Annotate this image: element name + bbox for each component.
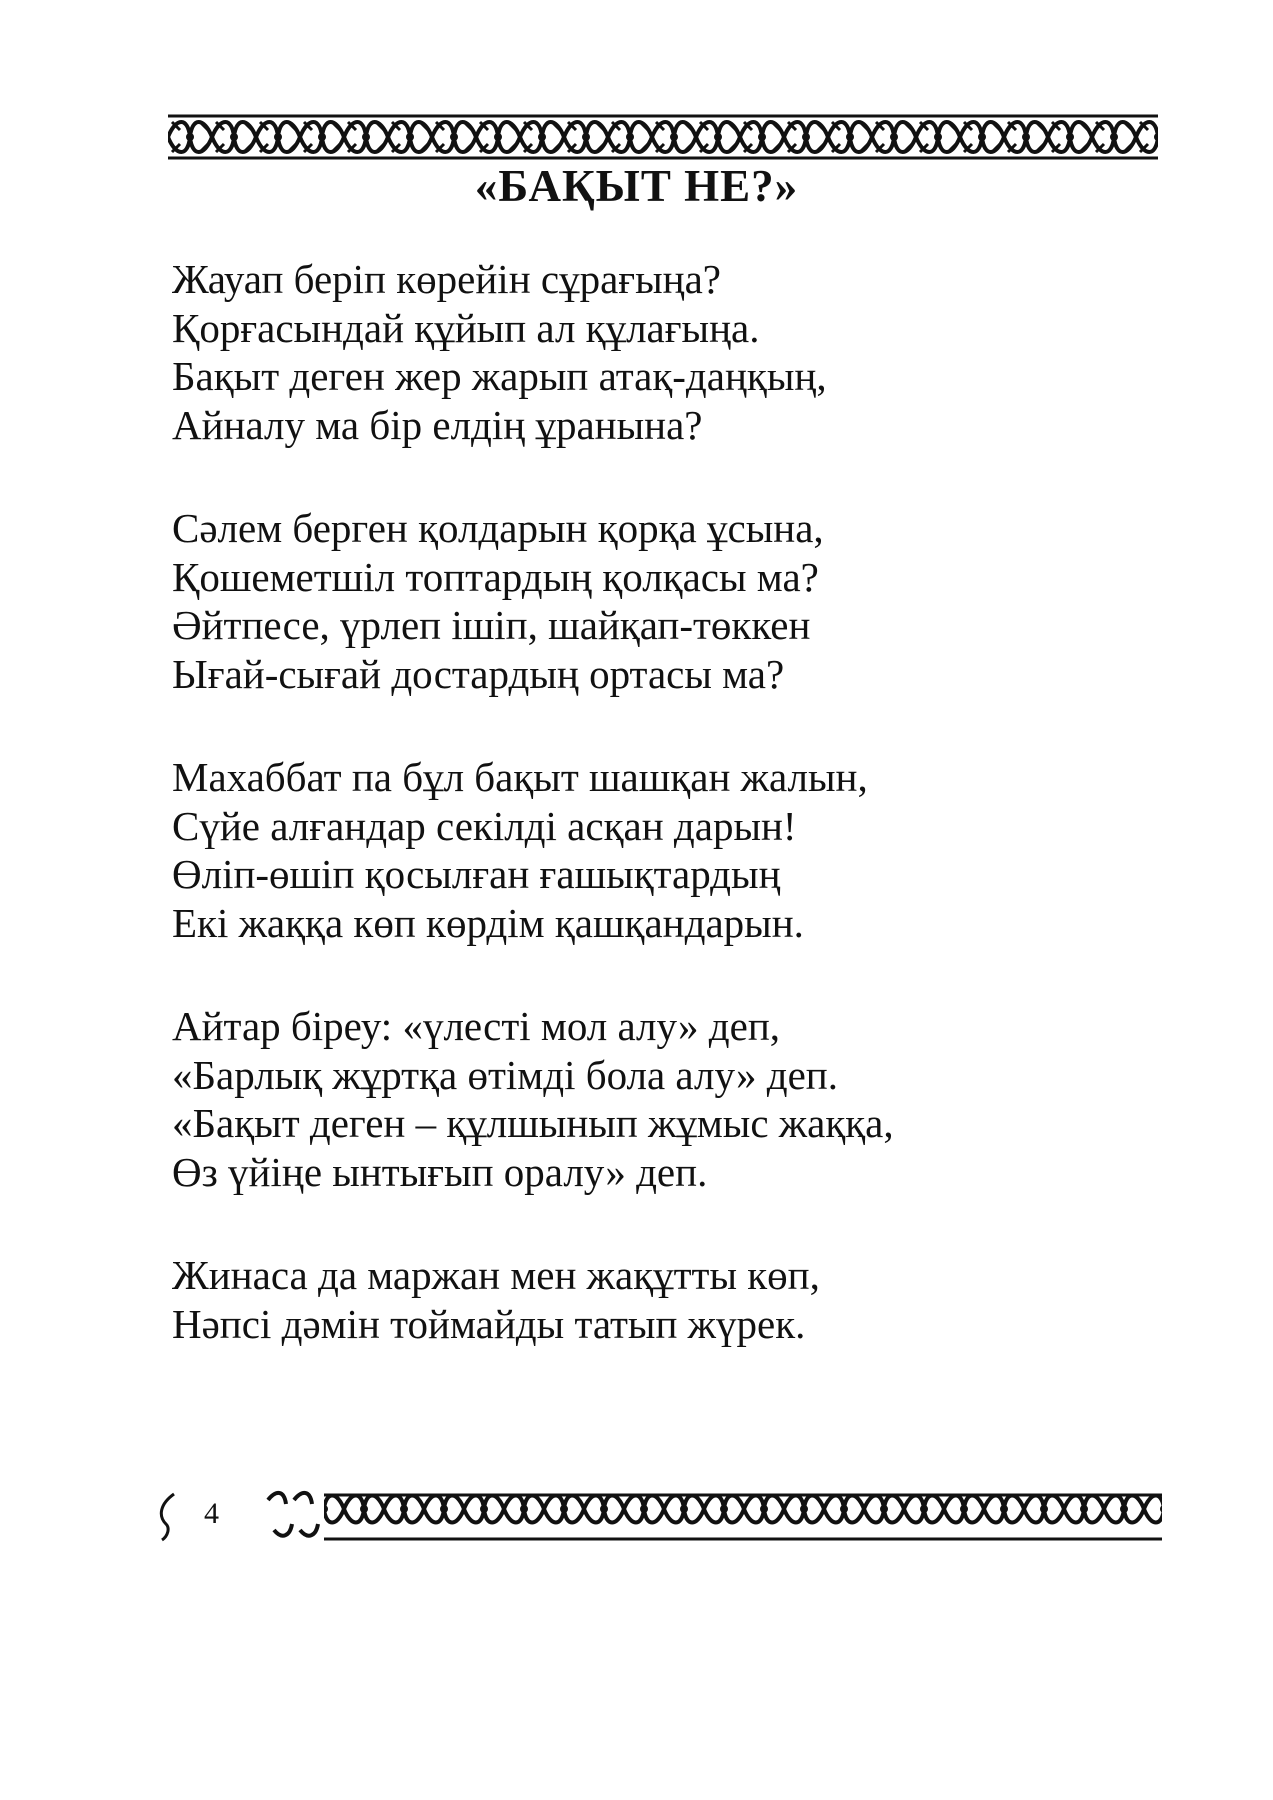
- poem-line: Жинаса да маржан мен жақұтты көп,: [172, 1252, 820, 1298]
- stanza-5: [172, 1251, 1172, 1348]
- poem-line: Өз үйіңе ынтығып оралу» деп.: [172, 1148, 708, 1195]
- poem-line: Айналу ма бір елдің ұранына?: [172, 401, 703, 448]
- stanza-2: [172, 504, 1172, 698]
- poem-body: [172, 255, 1172, 1403]
- poem-line: Әйтпесе, үрлеп ішіп, шайқап-төккен: [172, 602, 811, 648]
- poem-line: Қорғасындай құйып ал құлағыңа.: [172, 304, 760, 351]
- stanza-3: [172, 753, 1172, 947]
- bottom-ornament-border-icon: [264, 1486, 1162, 1548]
- poem-line: Сәлем берген қолдарын қорқа ұсына,: [172, 505, 824, 551]
- poem-title: «БАҚЫТ НЕ?»: [474, 161, 799, 211]
- poem-line: Өліп-өшіп қосылған ғашықтардың: [172, 851, 781, 897]
- poem-line: «Бақыт деген – құлшынып жұмыс жаққа,: [172, 1100, 894, 1146]
- poem-line: Махаббат па бұл бақыт шашқан жалын,: [172, 754, 868, 800]
- curl-ornament-icon: [152, 1486, 182, 1546]
- stanza-4: [172, 1002, 1172, 1196]
- page-footer: [152, 1486, 1162, 1556]
- poem-line: Қошеметшіл топтардың қолқасы ма?: [172, 553, 819, 600]
- top-ornament-border-icon: [168, 112, 1158, 162]
- poem-line: Ығай-сығай достардың ортасы ма?: [172, 650, 785, 697]
- poem-line: Бақыт деген жер жарып атақ-даңқың,: [172, 353, 827, 399]
- poem-line: Жауап беріп көрейін сұрағыңа?: [172, 256, 721, 302]
- page-number: 4: [204, 1497, 219, 1530]
- stanza-1: [172, 255, 1172, 449]
- poem-line: Екі жаққа көп көрдім қашқандарын.: [172, 899, 804, 946]
- poem-line: Айтар біреу: «үлесті мол алу» деп,: [172, 1003, 781, 1049]
- poem-line: «Барлық жұртқа өтімді бола алу» деп.: [172, 1051, 838, 1098]
- poem-line: Нәпсі дәмін тоймайды татып жүрек.: [172, 1300, 806, 1347]
- poem-line: Сүйе алғандар секілді асқан дарын!: [172, 802, 797, 849]
